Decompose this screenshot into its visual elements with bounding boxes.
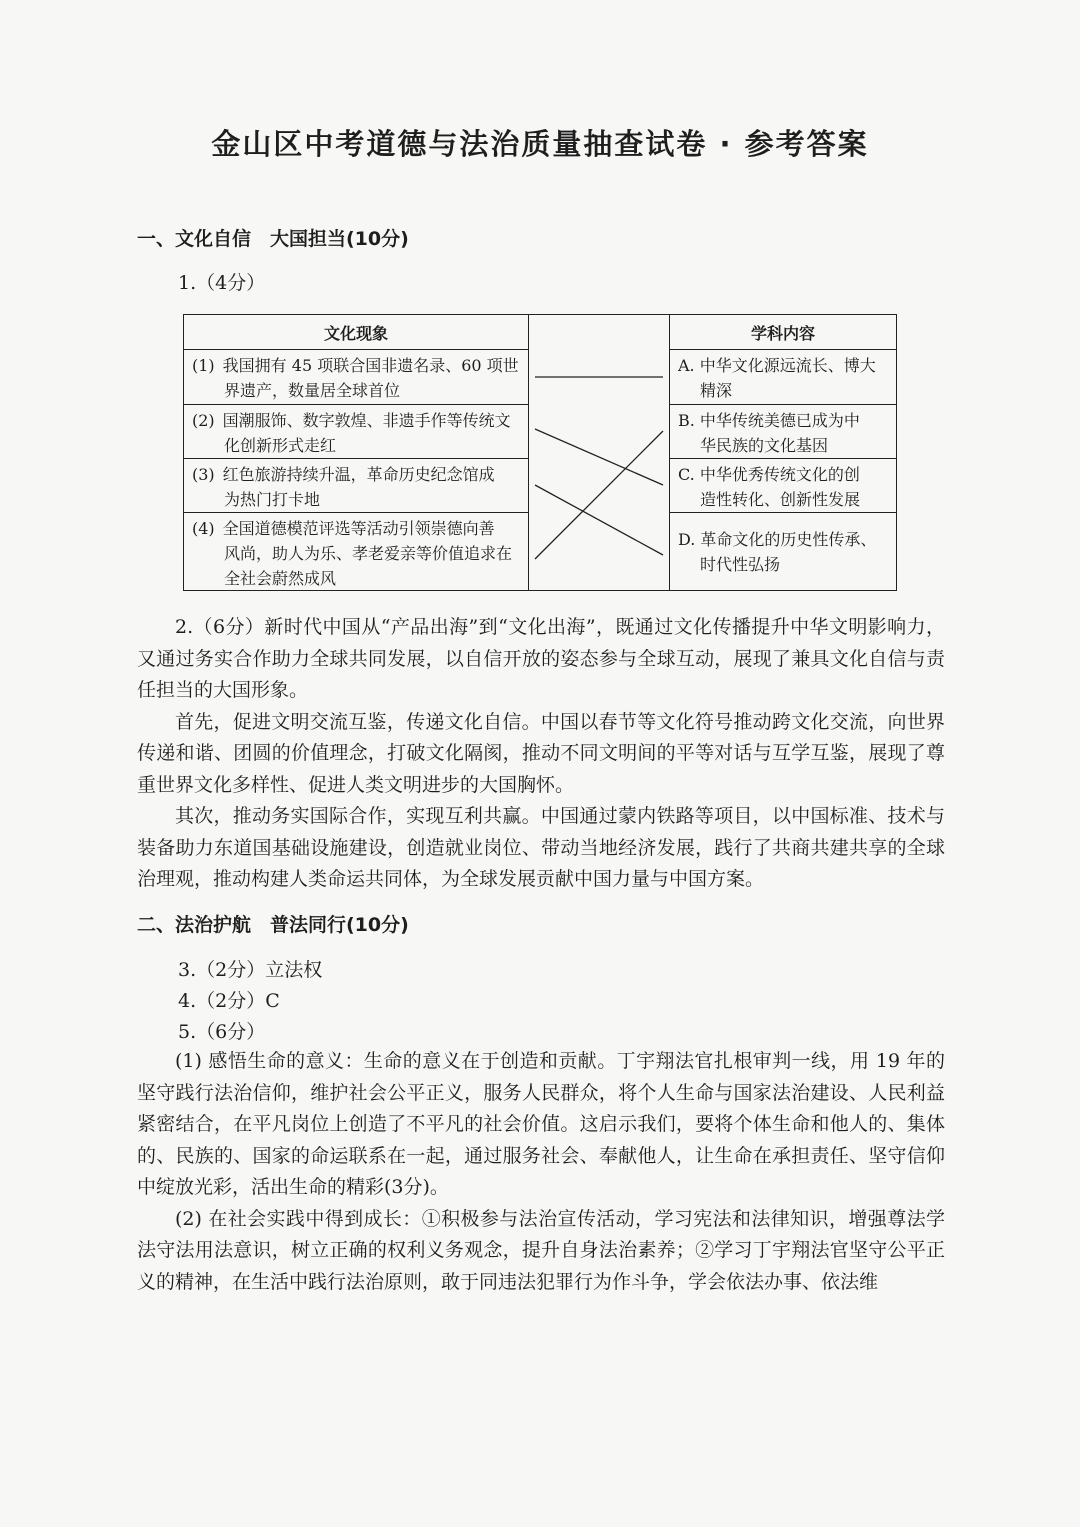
culture-phenomena-column: [183, 314, 529, 591]
connection-area: [529, 314, 669, 591]
right-item-D: D. 革命文化的历史性传承、 时代性弘扬: [678, 530, 877, 574]
q2-paragraph-2: 首先，促进文明交流互鉴，传递文化自信。中国以春节等文化符号推动跨文化交流，向世界传递和谐、团圆的价值理念，打破文化隔阂，推动不同文明间的平等对话与互学互鉴，展现了尊重世界文化多样性、促进人类文明进步的大国胸怀。: [137, 710, 945, 796]
question-5-answer: [137, 1046, 945, 1298]
question-4-answer: 4.（2分）C: [178, 990, 280, 1012]
subject-content-column: [669, 314, 897, 591]
page-title: 金山区中考道德与法治质量抽查试卷 · 参考答案: [211, 127, 869, 161]
left-item-2: (2) 国潮服饰、数字敦煌、非遗手作等传统文 化创新形式走红: [184, 405, 528, 459]
matching-table: [183, 314, 897, 591]
left-column-header: 文化现象: [184, 315, 528, 350]
right-column-header: 学科内容: [670, 315, 896, 350]
section-2-heading: 二、法治护航 普法同行(10分): [137, 914, 409, 936]
right-item-B: B. 中华传统美德已成为中 华民族的文化基因: [670, 405, 896, 459]
match-line-2-C: [535, 429, 663, 485]
q5-paragraph-2: (2) 在社会实践中得到成长：①积极参与法治宣传活动，学习宪法和法律知识，增强尊法学法守法用法意识，树立正确的权利义务观念，提升自身法治素养；②学习丁宇翔法官坚守公平正义的精神，在生活中践行法治原则，敢于同违法犯罪行为作斗争，学会依法办事、依法维: [137, 1207, 945, 1293]
question-5-label: 5.（6分）: [178, 1021, 266, 1043]
left-item-1: (1) 我国拥有 45 项联合国非遗名录、60 项世 界遗产，数量居全球首位: [184, 350, 528, 405]
matching-lines: [529, 315, 669, 592]
q2-paragraph-1: 2.（6分）新时代中国从“产品出海”到“文化出海”，既通过文化传播提升中华文明影响力，又通过务实合作助力全球共同发展，以自信开放的姿态参与全球互动，展现了兼具文化自信与责任担当的大国形象。: [137, 616, 945, 701]
question-2-answer: [137, 612, 945, 896]
question-3-answer: 3.（2分）立法权: [178, 959, 323, 981]
q2-paragraph-3: 其次，推动务实国际合作，实现互利共赢。中国通过蒙内铁路等项目，以中国标准、技术与装备助力东道国基础设施建设，创造就业岗位、带动当地经济发展，践行了共商共建共享的全球治理观，推动构建人类命运共同体，为全球发展贡献中国力量与中国方案。: [137, 805, 945, 890]
right-item-C: C. 中华优秀传统文化的创 造性转化、创新性发展: [670, 459, 896, 513]
q5-paragraph-1: (1) 感悟生命的意义：生命的意义在于创造和贡献。丁宇翔法官扎根审判一线，用 19 年的坚守践行法治信仰，维护社会公平正义，服务人民群众，将个人生命与国家法治建设、人民利益紧密结合，在平凡岗位上创造了不平凡的社会价值。这启示我们，要将个体生命和他人的、集体的、民族的、国家的命运联系在一起，通过服务社会、奉献他人，让生命在承担责任、坚守信仰中绽放光彩，活出生命的精彩(3分)。: [137, 1050, 945, 1198]
question-1-label: 1.（4分）: [178, 272, 266, 294]
left-item-4: (4) 全国道德模范评选等活动引领崇德向善 风尚，助人为乐、孝老爱亲等价值追求在 全社会蔚然成风: [192, 519, 513, 588]
section-1-heading: 一、文化自信 大国担当(10分): [137, 228, 409, 250]
left-item-3: (3) 红色旅游持续升温，革命历史纪念馆成 为热门打卡地: [184, 459, 528, 513]
right-item-A: A. 中华文化源远流长、博大 精深: [670, 350, 896, 405]
